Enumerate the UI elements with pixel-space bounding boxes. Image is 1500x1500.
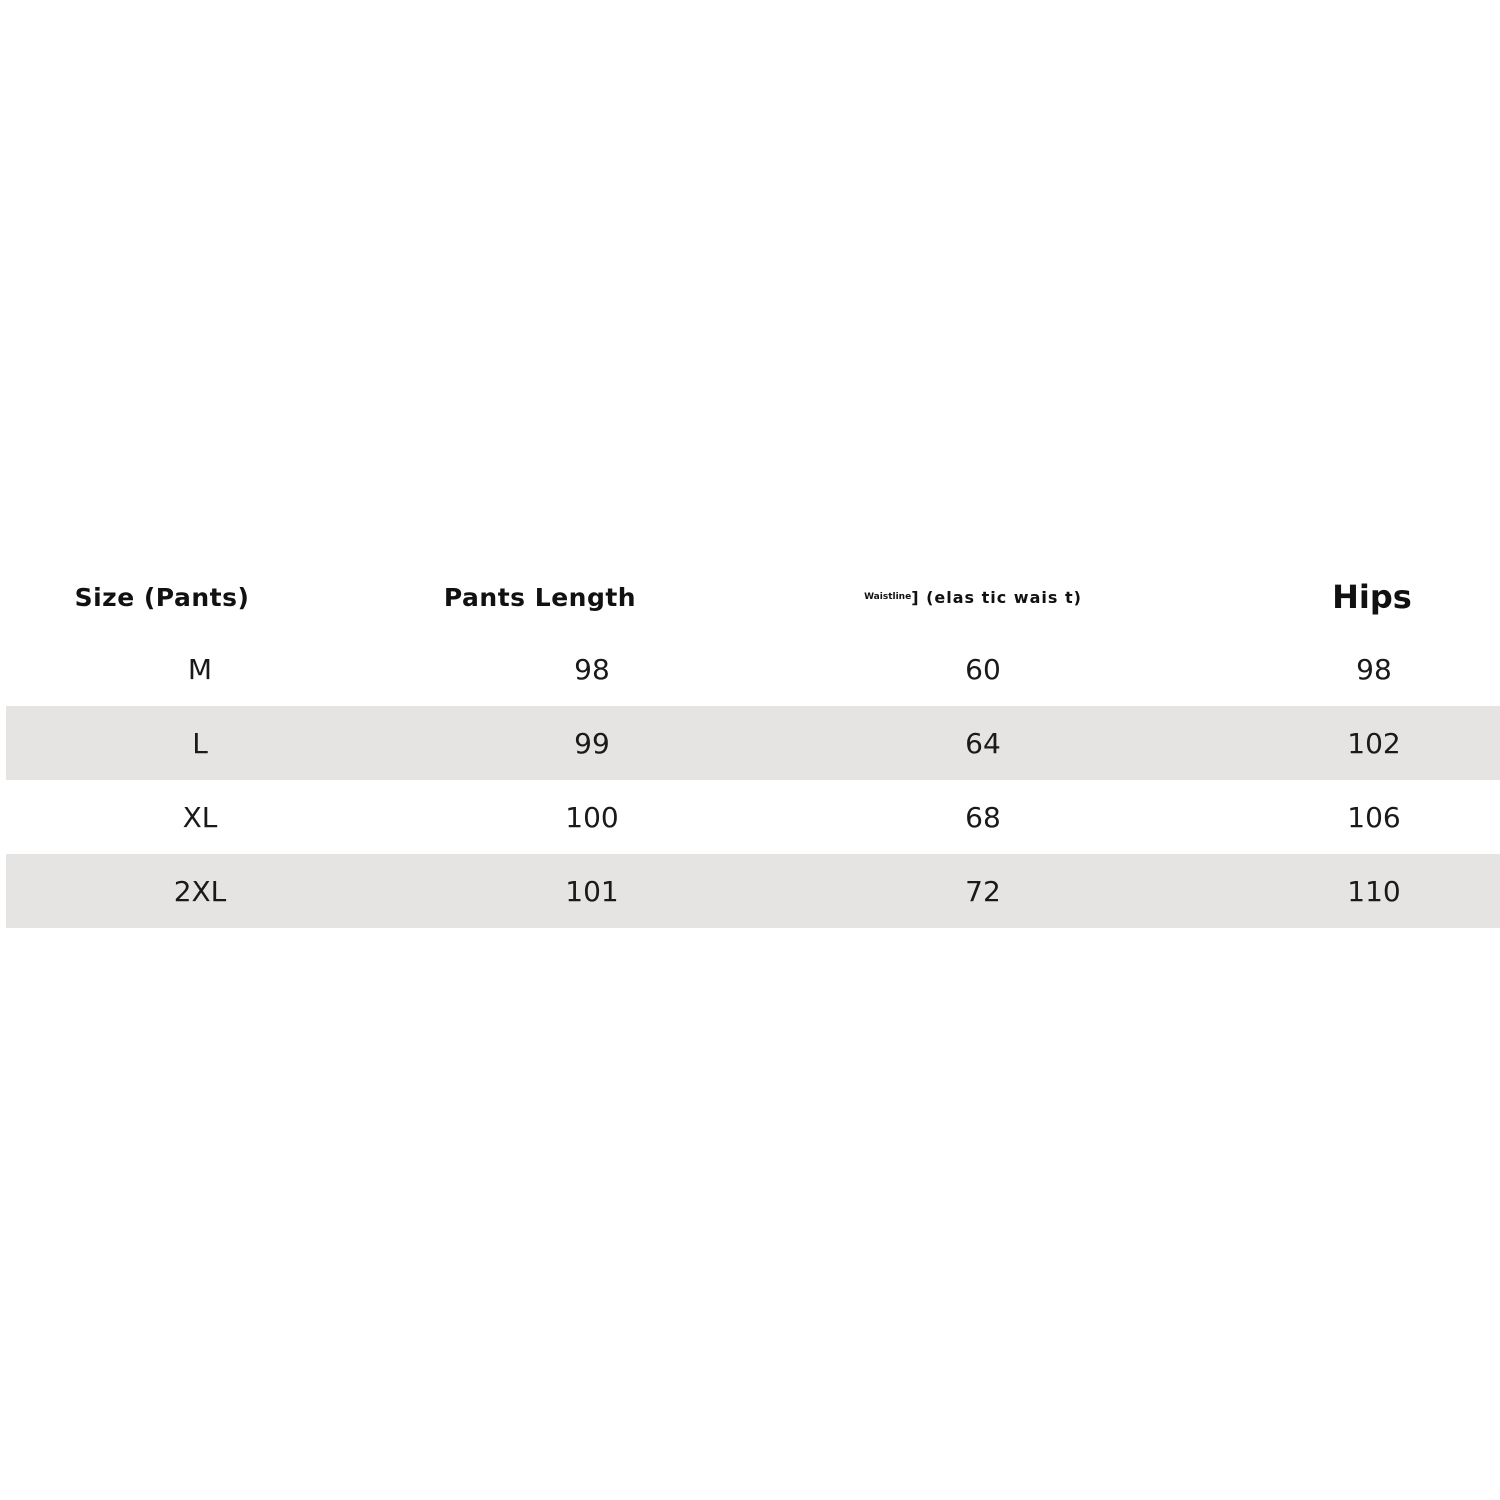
cell-hips <box>1194 780 1500 854</box>
cell-length <box>412 780 772 854</box>
header-size-label: Size (Pants) <box>74 582 250 612</box>
table-header-row <box>6 562 1500 632</box>
header-waist-prefix: Waistline <box>864 591 912 602</box>
length-value: 99 <box>574 726 610 760</box>
waist-value: 64 <box>965 726 1001 760</box>
length-value: 100 <box>565 800 619 834</box>
cell-size <box>20 632 380 706</box>
waist-value: 68 <box>965 800 1001 834</box>
cell-hips <box>1194 706 1500 780</box>
cell-size <box>20 780 380 854</box>
table-row <box>6 706 1500 780</box>
header-waist-label <box>864 588 1082 607</box>
cell-size <box>20 706 380 780</box>
cell-length <box>412 706 772 780</box>
header-cell-size <box>0 562 342 632</box>
size-table <box>6 562 1500 928</box>
cell-length <box>412 854 772 928</box>
cell-waist <box>803 780 1163 854</box>
cell-waist <box>803 632 1163 706</box>
table-row <box>6 632 1500 706</box>
cell-hips <box>1194 854 1500 928</box>
table-row <box>6 854 1500 928</box>
length-value: 101 <box>565 874 619 908</box>
hips-value: 98 <box>1356 652 1392 686</box>
header-cell-hips <box>1192 562 1500 632</box>
cell-hips <box>1194 632 1500 706</box>
cell-length <box>412 632 772 706</box>
hips-value: 106 <box>1347 800 1401 834</box>
hips-value: 102 <box>1347 726 1401 760</box>
cell-waist <box>803 706 1163 780</box>
header-waist-suffix: ] (elas tic wais t) <box>911 587 1082 607</box>
header-length-label: Pants Length <box>443 582 637 612</box>
size-value: M <box>187 652 213 686</box>
waist-value: 60 <box>965 652 1001 686</box>
length-value: 98 <box>574 652 610 686</box>
size-value: XL <box>182 800 218 834</box>
cell-waist <box>803 854 1163 928</box>
header-cell-waist <box>793 562 1153 632</box>
header-cell-length <box>360 562 720 632</box>
header-hips-label: Hips <box>1332 578 1412 616</box>
size-value: 2XL <box>173 874 227 908</box>
table-row <box>6 780 1500 854</box>
cell-size <box>20 854 380 928</box>
waist-value: 72 <box>965 874 1001 908</box>
size-value: L <box>192 726 208 760</box>
hips-value: 110 <box>1347 874 1401 908</box>
